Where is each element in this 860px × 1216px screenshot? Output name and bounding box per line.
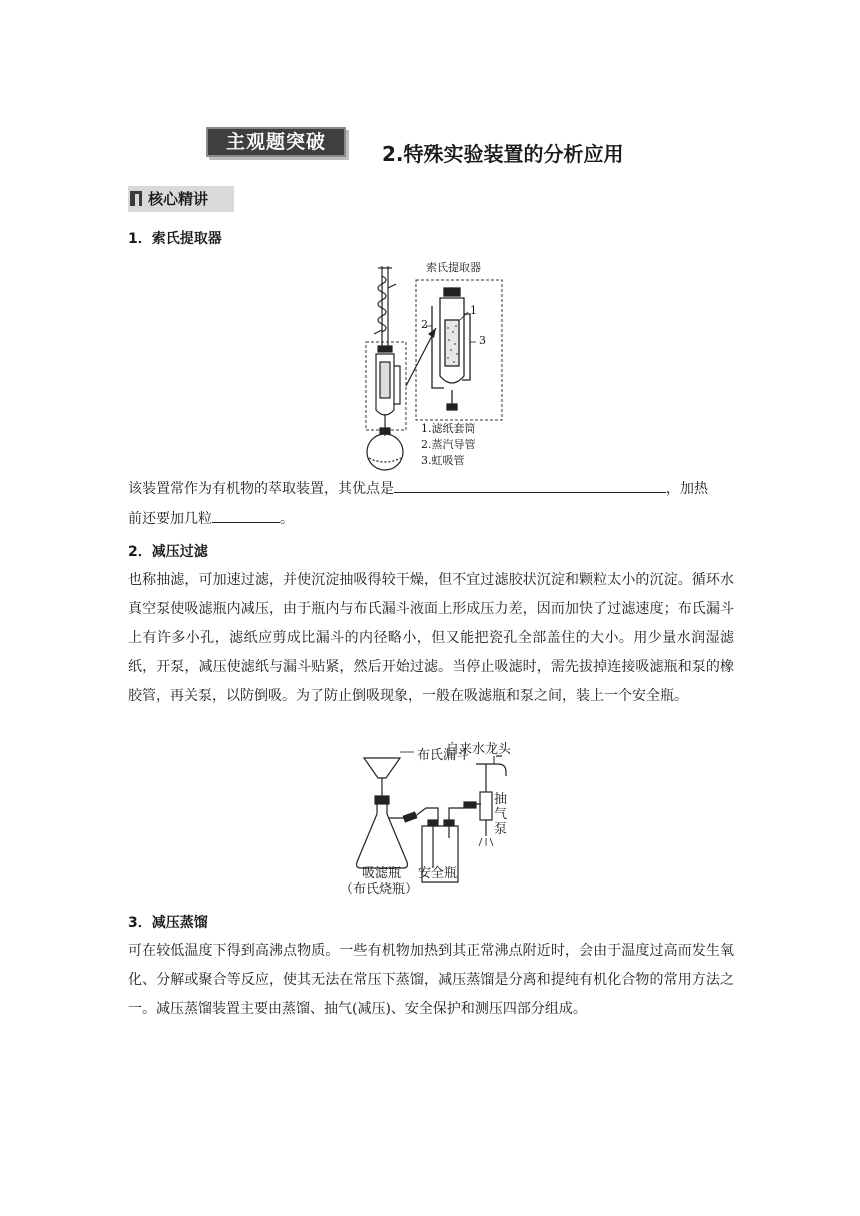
legend-item-3: 3.虹吸管: [421, 454, 465, 467]
section1-heading: 1．索氏提取器: [128, 231, 222, 247]
question-text-1b: ，加热: [666, 481, 708, 497]
question-text-2a: 前还要加几粒: [128, 511, 212, 527]
label-num-3: 3: [479, 334, 486, 347]
extractor-large-drawing: [432, 288, 470, 410]
page-title: 2.特殊实验装置的分析应用: [382, 142, 624, 166]
label-num-2: 2: [421, 318, 428, 331]
safety-bottle-label: 安全瓶: [418, 866, 458, 881]
round-flask-drawing: [367, 434, 403, 470]
answer-blank-2[interactable]: [212, 521, 280, 523]
pump-label-2: 气: [494, 807, 508, 822]
section-mark-icon: [130, 191, 142, 206]
flask-label-alt: （布氏烧瓶）: [340, 882, 419, 897]
question-line-2: [128, 505, 734, 534]
aspirator-pump-drawing: [480, 792, 492, 820]
funnel-label: 布氏漏斗: [417, 748, 470, 763]
soxhlet-box-title: 索氏提取器: [426, 261, 481, 274]
pump-label-1: 抽: [494, 792, 508, 807]
flask-label: 吸滤瓶: [362, 866, 402, 881]
section2-paragraph: 也称抽滤，可加速过滤，并使沉淀抽吸得较干燥，但不宜过滤胶状沉淀和颗粒太小的沉淀。循环水真空泵使吸滤瓶内减压，由于瓶内与布氏漏斗液面上形成压力差，因而加快了过滤速度；布氏漏斗上有许多小孔，滤纸应剪成比漏斗的内径略小，但又能把瓷孔全部盖住的大小。用少量水润湿滤纸，开泵，减压使滤纸与漏斗贴紧，然后开始过滤。当停止吸滤时，需先拔掉连接吸滤瓶和泵的橡胶管，再关泵，以防倒吸。为了防止倒吸现象，一般在吸滤瓶和泵之间，装上一个安全瓶。: [128, 572, 734, 704]
question-text-2b: 。: [280, 511, 294, 527]
section2-heading: 2．减压过滤: [128, 544, 208, 560]
answer-blank-1[interactable]: [394, 491, 666, 493]
legend-item-2: 2.蒸汽导管: [421, 438, 476, 451]
core-section-tag: [128, 186, 234, 212]
buchner-funnel-drawing: [364, 758, 400, 778]
extractor-small-drawing: [376, 354, 400, 434]
condenser-drawing: [374, 266, 396, 352]
legend-item-1: 1.滤纸套筒: [421, 422, 476, 435]
core-section-label: 核心精讲: [148, 190, 209, 208]
filter-flask-drawing: [357, 804, 408, 868]
section3-heading: 3．减压蒸馏: [128, 915, 208, 931]
section3-paragraph: 可在较低温度下得到高沸点物质。一些有机物加热到其正常沸点附近时，会由于温度过高而发生氧化、分解或聚合等反应，使其无法在常压下蒸馏，减压蒸馏是分离和提纯有机化合物的常用方法之一。减压蒸馏装置主要由蒸馏、抽气(减压)、安全保护和测压四部分组成。: [128, 943, 734, 1017]
water-tap-drawing: [476, 764, 506, 776]
section-banner: 主观题突破: [206, 127, 346, 157]
question-line-1: [128, 475, 734, 504]
pump-label-3: 泵: [494, 822, 508, 837]
label-num-1: 1: [470, 304, 477, 317]
tap-label: 自来水龙头: [446, 742, 512, 757]
question-text-1a: 该装置常作为有机物的萃取装置，其优点是: [128, 481, 394, 497]
